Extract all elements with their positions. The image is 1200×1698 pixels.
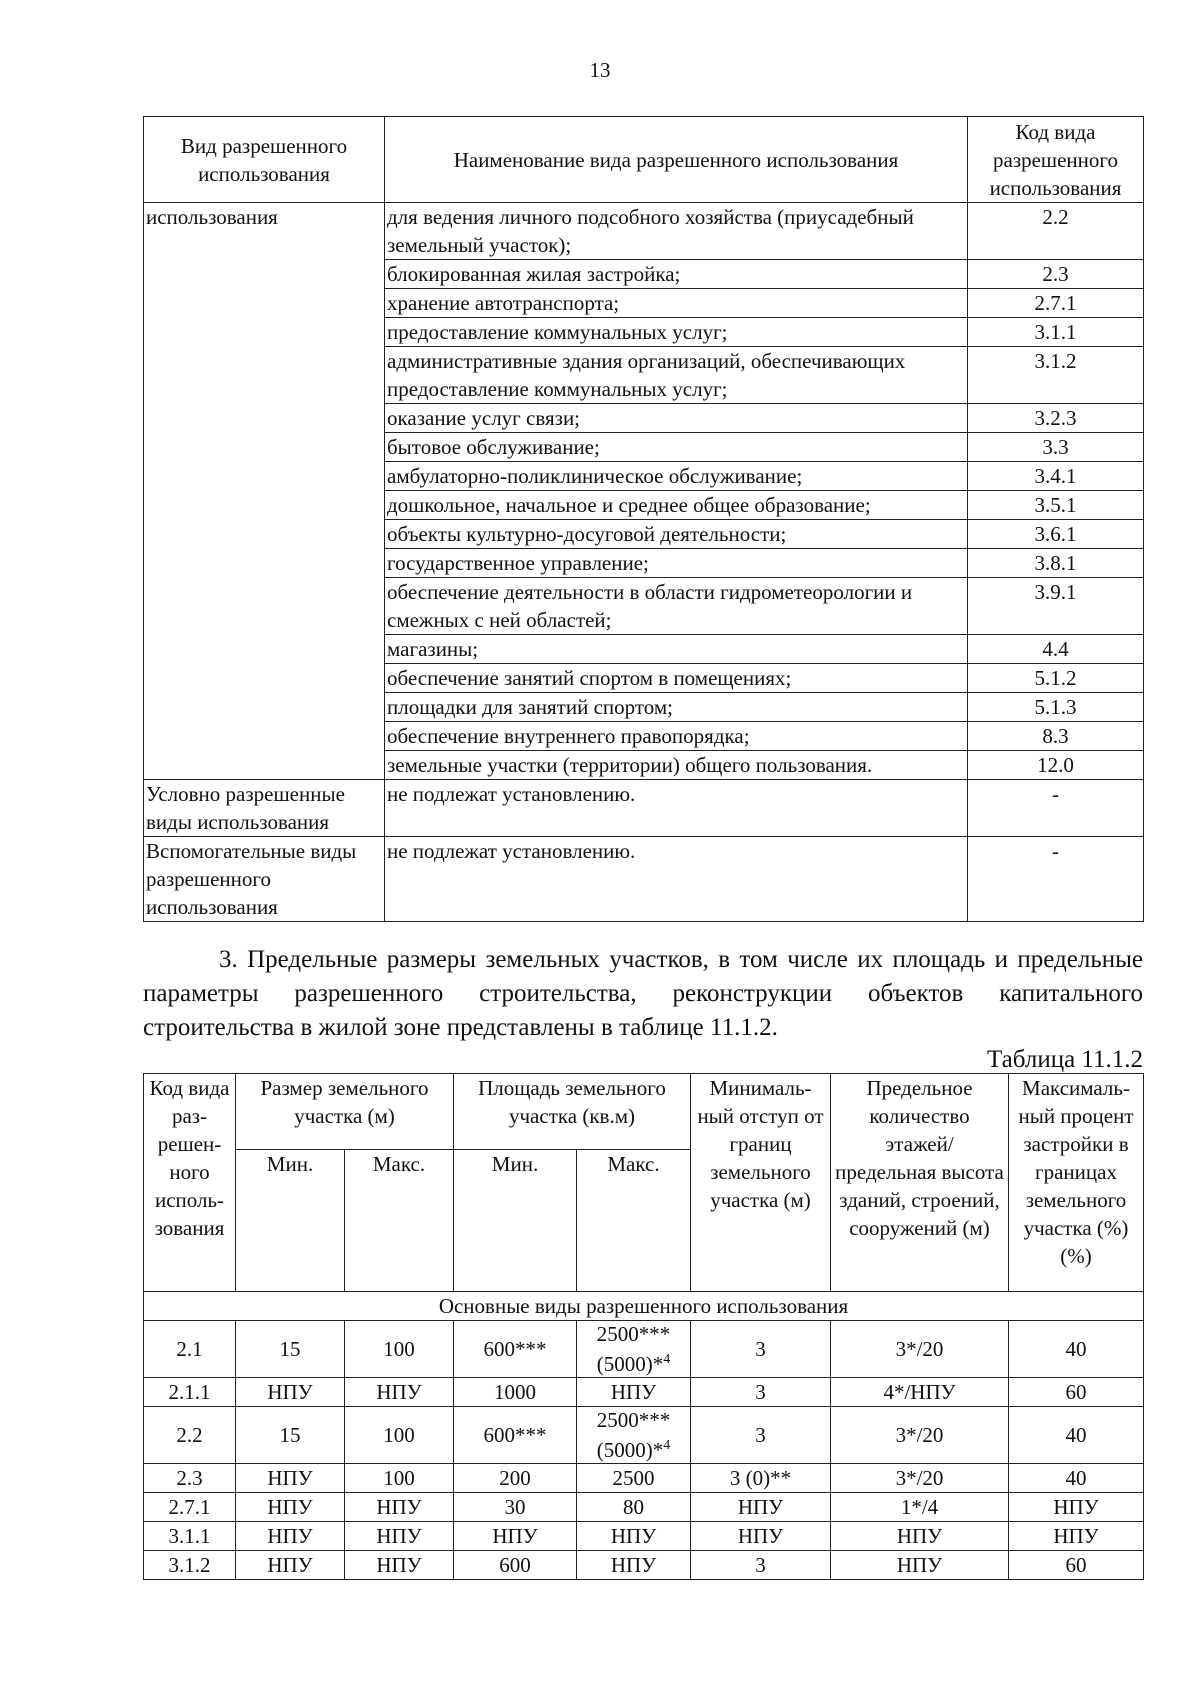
header-use-name: Наименование вида разрешенного использования [385, 117, 968, 203]
table2-header-row-1 [144, 1074, 1144, 1150]
max-percent: НПУ [1009, 1493, 1144, 1522]
use-code: 8.3 [968, 722, 1144, 751]
area-min: НПУ [454, 1522, 577, 1551]
area-max [577, 1407, 691, 1464]
min-setback: 3 [691, 1407, 831, 1464]
area-max: НПУ [577, 1378, 691, 1407]
table-row [144, 1493, 1144, 1522]
table-row-auxiliary [144, 837, 1144, 922]
use-name: амбулаторно-поликлиническое обслуживание; [385, 462, 968, 491]
use-code: 3.2.3 [968, 404, 1144, 433]
size-min: НПУ [236, 1522, 345, 1551]
section-paragraph [143, 943, 1143, 1045]
table-row [144, 1522, 1144, 1551]
conditional-use-name: не подлежат установлению. [385, 780, 968, 837]
use-code: 5.1.2 [968, 664, 1144, 693]
row-code: 2.3 [144, 1464, 236, 1493]
use-name: оказание услуг связи; [385, 404, 968, 433]
table-row [144, 1464, 1144, 1493]
plot-parameters-table [143, 1073, 1144, 1580]
use-name: для ведения личного подсобного хозяйства (приусадебный земельный участок); [385, 203, 968, 260]
use-name: хранение автотранспорта; [385, 289, 968, 318]
size-max: 100 [345, 1321, 454, 1378]
use-code: 4.4 [968, 635, 1144, 664]
footnote-marker: 4 [663, 1438, 671, 1453]
header-floors: Предельное количество этажей/ предельная высота зданий, строений, сооружений (м) [831, 1074, 1009, 1292]
table-row-conditional [144, 780, 1144, 837]
area-max: 2500 [577, 1464, 691, 1493]
use-name: дошкольное, начальное и среднее общее образование; [385, 491, 968, 520]
page-number: 13 [589, 58, 611, 82]
min-setback: 3 [691, 1321, 831, 1378]
header-area-max: Макс. [577, 1150, 691, 1292]
max-percent: НПУ [1009, 1522, 1144, 1551]
max-percent: 60 [1009, 1378, 1144, 1407]
table-row [144, 1407, 1144, 1464]
section-title: Основные виды разрешенного использования [144, 1292, 1144, 1321]
auxiliary-use-name: не подлежат установлению. [385, 837, 968, 922]
floors: НПУ [831, 1551, 1009, 1580]
use-code: 12.0 [968, 751, 1144, 780]
header-use-code: Код вида разрешенного использования [968, 117, 1144, 203]
main-use-type: использования [144, 203, 385, 780]
floors: 1*/4 [831, 1493, 1009, 1522]
use-code: 5.1.3 [968, 693, 1144, 722]
use-name: магазины; [385, 635, 968, 664]
size-min: 15 [236, 1407, 345, 1464]
header-plot-size: Размер земельного участка (м) [236, 1074, 454, 1150]
area-max: 80 [577, 1493, 691, 1522]
size-max: 100 [345, 1407, 454, 1464]
area-max [577, 1321, 691, 1378]
header-size-min: Мин. [236, 1150, 345, 1292]
row-code: 2.1.1 [144, 1378, 236, 1407]
size-max: НПУ [345, 1493, 454, 1522]
size-max: 100 [345, 1464, 454, 1493]
use-code: 3.1.2 [968, 347, 1144, 404]
row-code: 3.1.2 [144, 1551, 236, 1580]
size-min: 15 [236, 1321, 345, 1378]
min-setback: НПУ [691, 1522, 831, 1551]
use-code: 3.5.1 [968, 491, 1144, 520]
floors: 3*/20 [831, 1321, 1009, 1378]
min-setback: 3 (0)** [691, 1464, 831, 1493]
area-max: НПУ [577, 1551, 691, 1580]
paragraph-text: 3. Предельные размеры земельных участков, в том числе их площадь и предельные параметры разрешенного строительства, реконструкции объектов капитального строительства в жилой зоне представлены в таблице 11.1.2. [143, 946, 1143, 1041]
use-code: 3.3 [968, 433, 1144, 462]
min-setback: 3 [691, 1378, 831, 1407]
table-caption: Таблица 11.1.2 [987, 1046, 1143, 1073]
header-min-setback: Минималь-ный отступ от границ земельного участка (м) [691, 1074, 831, 1292]
area-min: 200 [454, 1464, 577, 1493]
floors: 3*/20 [831, 1464, 1009, 1493]
area-min: 600*** [454, 1321, 577, 1378]
area-min: 30 [454, 1493, 577, 1522]
row-code: 2.1 [144, 1321, 236, 1378]
area-min: 1000 [454, 1378, 577, 1407]
row-code: 2.2 [144, 1407, 236, 1464]
table-row [144, 203, 1144, 260]
row-code: 2.7.1 [144, 1493, 236, 1522]
use-name: обеспечение внутреннего правопорядка; [385, 722, 968, 751]
area-max-extra [579, 1433, 688, 1463]
table-row [144, 1378, 1144, 1407]
table-row [144, 1321, 1144, 1378]
use-code: 3.9.1 [968, 578, 1144, 635]
use-code: 3.4.1 [968, 462, 1144, 491]
max-percent: 40 [1009, 1321, 1144, 1378]
size-min: НПУ [236, 1378, 345, 1407]
footnote-marker: 4 [663, 1352, 671, 1367]
table1-header-row [144, 117, 1144, 203]
min-setback: НПУ [691, 1493, 831, 1522]
area-max-extra [579, 1347, 688, 1377]
use-code: 3.8.1 [968, 549, 1144, 578]
size-min: НПУ [236, 1551, 345, 1580]
use-name: объекты культурно-досуговой деятельности; [385, 520, 968, 549]
header-code: Код вида раз-решен-ного исполь-зования [144, 1074, 236, 1292]
floors: 4*/НПУ [831, 1378, 1009, 1407]
table2-body [144, 1292, 1144, 1580]
size-max: НПУ [345, 1522, 454, 1551]
size-min: НПУ [236, 1464, 345, 1493]
area-max-value: 2500*** [596, 1322, 671, 1346]
auxiliary-use-type: Вспомогательные виды разрешенного использования [144, 837, 385, 922]
use-code: 3.1.1 [968, 318, 1144, 347]
area-max-value: 2500*** [596, 1408, 671, 1432]
max-percent: 40 [1009, 1407, 1144, 1464]
use-code: 2.3 [968, 260, 1144, 289]
use-name: предоставление коммунальных услуг; [385, 318, 968, 347]
use-name: административные здания организаций, обеспечивающих предоставление коммунальных услуг; [385, 347, 968, 404]
area-min: 600*** [454, 1407, 577, 1464]
use-name: бытовое обслуживание; [385, 433, 968, 462]
size-max: НПУ [345, 1378, 454, 1407]
size-min: НПУ [236, 1493, 345, 1522]
floors: 3*/20 [831, 1407, 1009, 1464]
size-max: НПУ [345, 1551, 454, 1580]
area-min: 600 [454, 1551, 577, 1580]
use-code: 2.7.1 [968, 289, 1144, 318]
max-percent: 60 [1009, 1551, 1144, 1580]
auxiliary-use-code: - [968, 837, 1144, 922]
floors: НПУ [831, 1522, 1009, 1551]
header-plot-area: Площадь земельного участка (кв.м) [454, 1074, 691, 1150]
use-name: обеспечение деятельности в области гидрометеорологии и смежных с ней областей; [385, 578, 968, 635]
row-code: 3.1.1 [144, 1522, 236, 1551]
use-name: земельные участки (территории) общего пользования. [385, 751, 968, 780]
header-use-type: Вид разрешенного использования [144, 117, 385, 203]
table-row [144, 1551, 1144, 1580]
area-max: НПУ [577, 1522, 691, 1551]
table2-section-row [144, 1292, 1144, 1321]
header-max-percent: Максималь-ный процент застройки в границах земельного участка (%) (%) [1009, 1074, 1144, 1292]
use-name: блокированная жилая застройка; [385, 260, 968, 289]
max-percent: 40 [1009, 1464, 1144, 1493]
header-area-min: Мин. [454, 1150, 577, 1292]
permitted-use-table [143, 116, 1144, 922]
use-code: 2.2 [968, 203, 1144, 260]
area-max-extra-text: (5000)* [596, 1352, 664, 1376]
min-setback: 3 [691, 1551, 831, 1580]
use-code: 3.6.1 [968, 520, 1144, 549]
header-size-max: Макс. [345, 1150, 454, 1292]
use-name: площадки для занятий спортом; [385, 693, 968, 722]
area-max-extra-text: (5000)* [596, 1438, 664, 1462]
conditional-use-type: Условно разрешенные виды использования [144, 780, 385, 837]
conditional-use-code: - [968, 780, 1144, 837]
table1-body [144, 203, 1144, 922]
use-name: обеспечение занятий спортом в помещениях; [385, 664, 968, 693]
use-name: государственное управление; [385, 549, 968, 578]
